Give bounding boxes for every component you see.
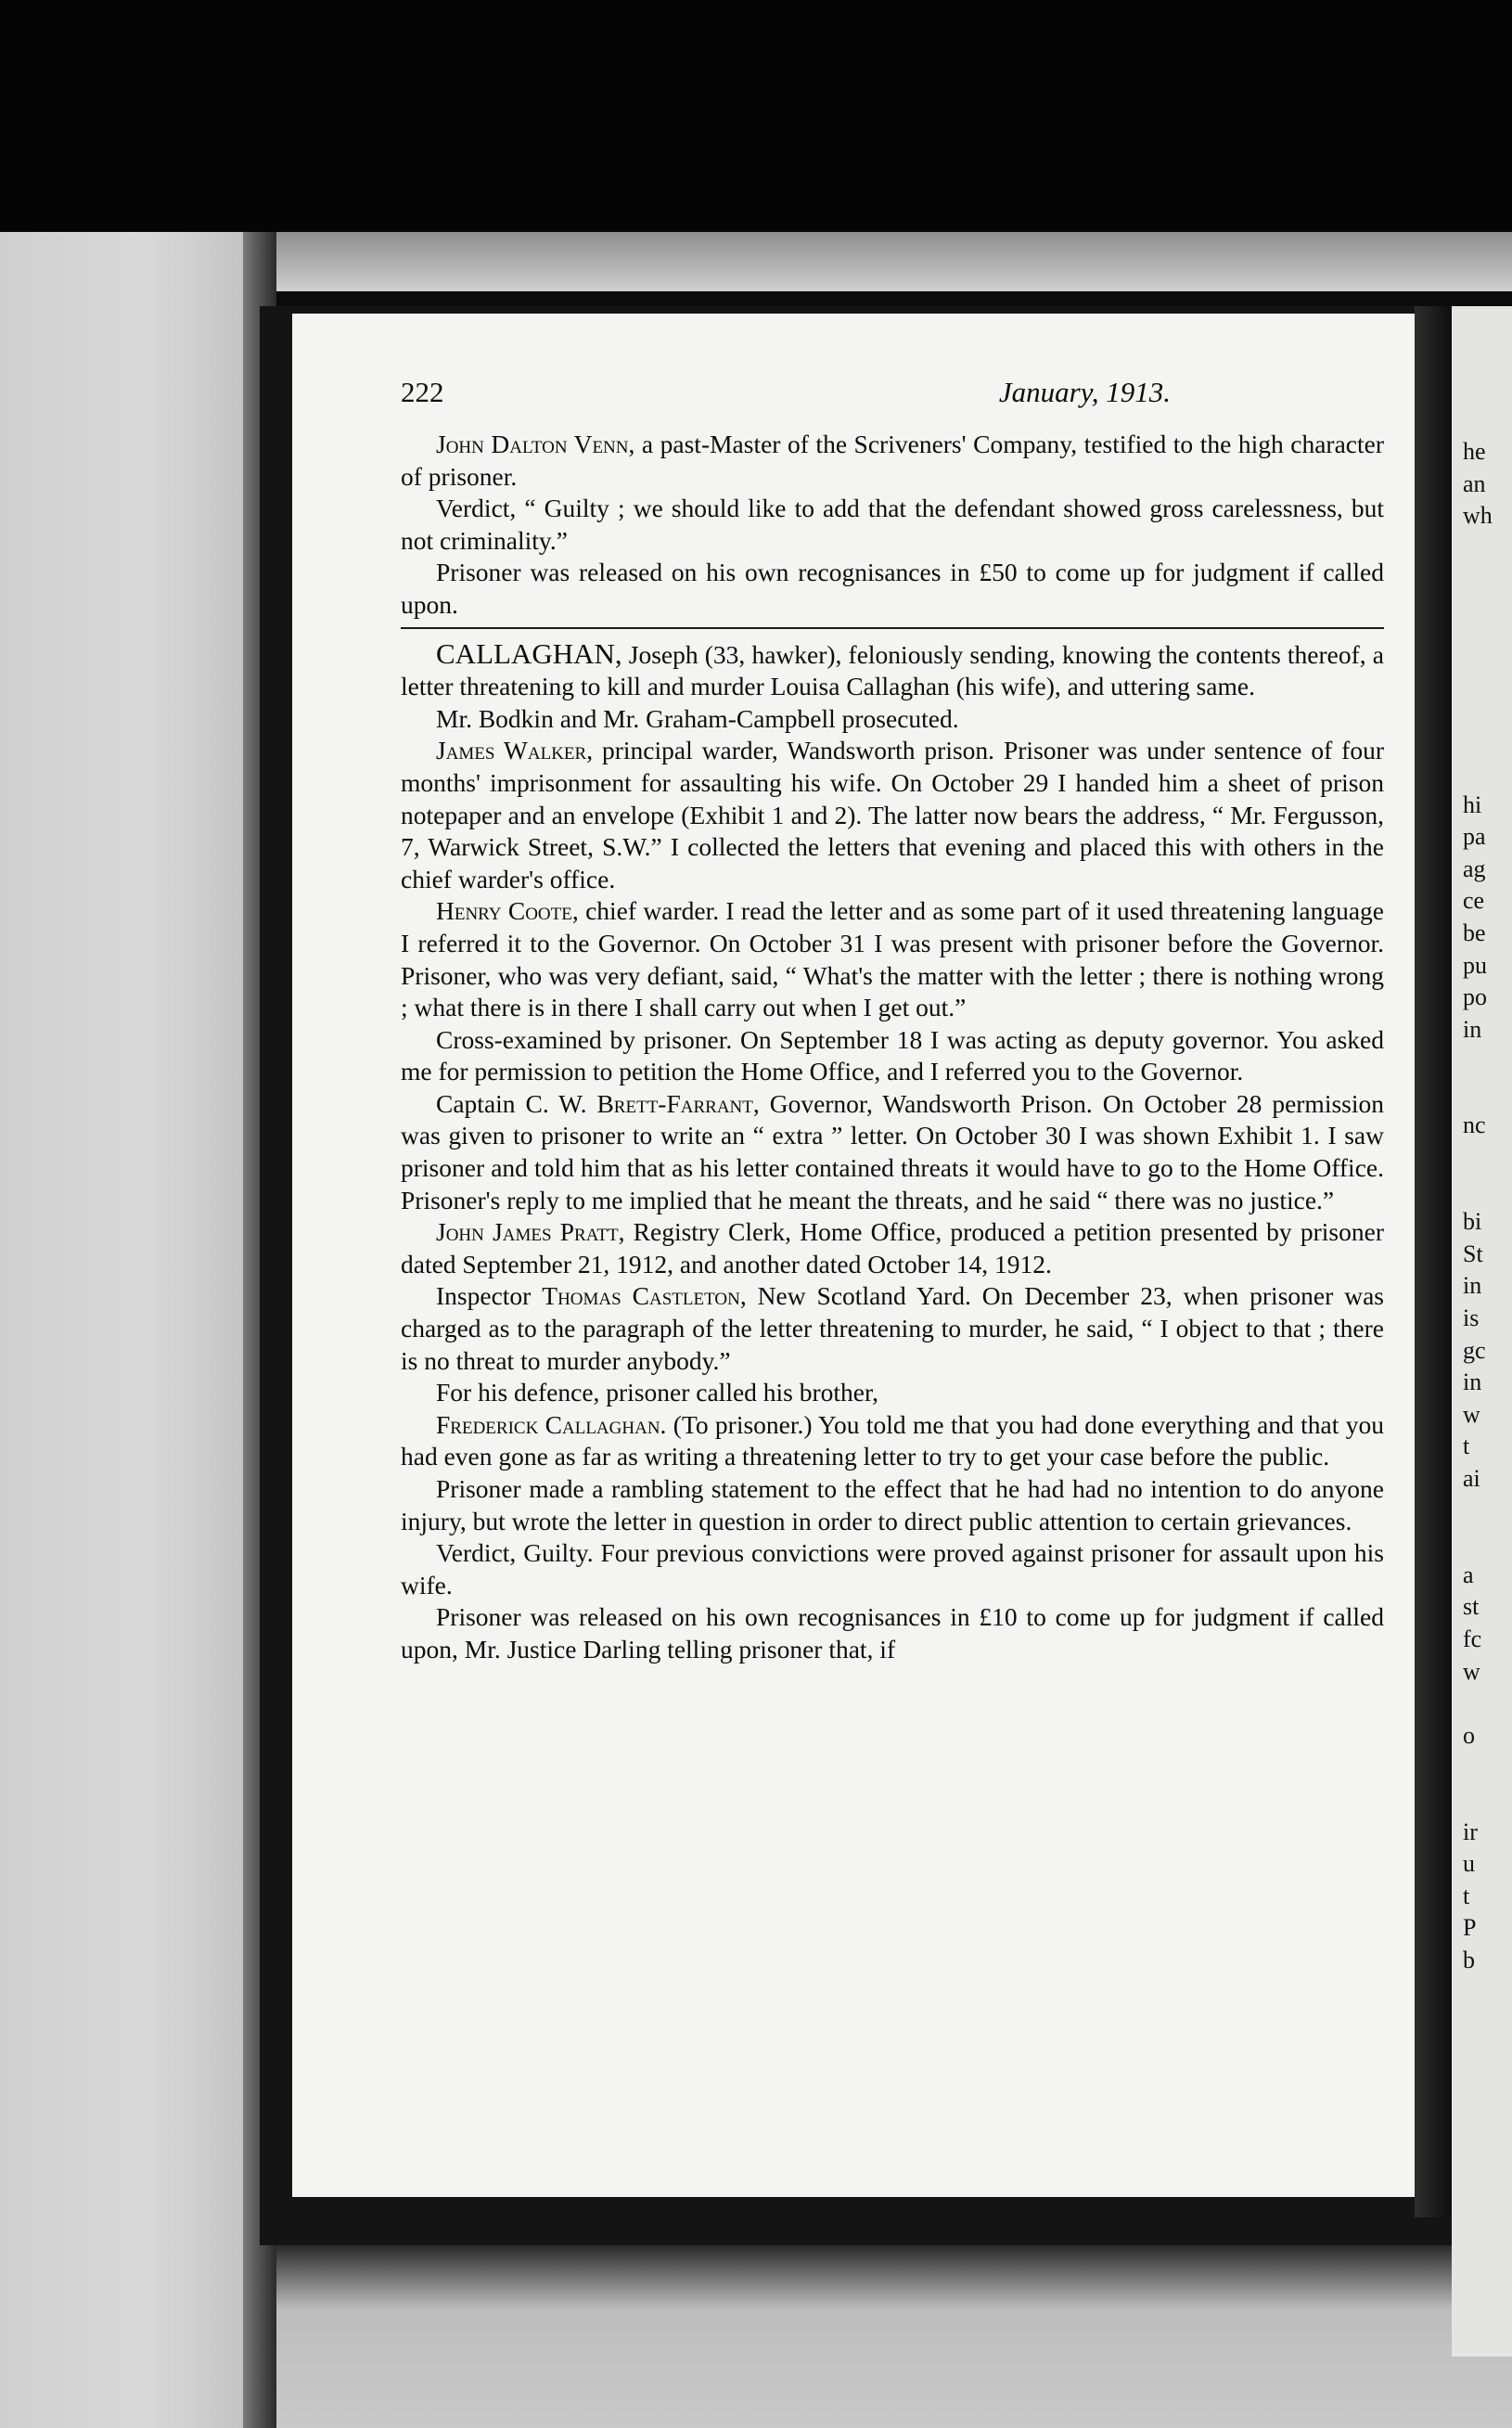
facing-page-fragment bbox=[1452, 1175, 1512, 1207]
facing-page-fragment: in bbox=[1463, 1368, 1482, 1396]
facing-page-fragment: ag bbox=[1463, 854, 1486, 882]
page-content bbox=[401, 377, 1384, 1666]
facing-page-fragment bbox=[1452, 1142, 1512, 1175]
witness-name: Frederick Callaghan bbox=[436, 1409, 660, 1439]
paragraph-pratt bbox=[401, 1216, 1384, 1280]
witness-name: John James Pratt bbox=[436, 1217, 619, 1247]
paragraph-brett-farrant bbox=[401, 1088, 1384, 1216]
facing-page-fragment bbox=[1452, 661, 1512, 693]
scan-top-strip bbox=[276, 232, 1512, 291]
facing-page-fragment bbox=[1452, 1784, 1512, 1817]
facing-page-fragment: b bbox=[1463, 1946, 1475, 1973]
paragraph-statement: Prisoner made a rambling statement to the effect that he had had no intention to do anyone injury, but wrote the letter in question in order to direct public attention to certain grievances. bbox=[401, 1474, 1384, 1535]
paragraph-text: , chief warder. I read the letter and as some part of it used threatening language I referred it to the Governor. On October 31 I was present with prisoner before the Governor. Prisoner, who was very defiant, said, “ What's the matter with the letter ; there is nothing wrong ; what there is in there I shall carry out when I get out.” bbox=[401, 896, 1385, 1022]
facing-page-fragment: w bbox=[1463, 1400, 1480, 1428]
paragraph-released: Prisoner was released on his own recognisances in £50 to come up for judgment if called upon. bbox=[401, 558, 1384, 619]
facing-page-fragment: in bbox=[1463, 1015, 1482, 1043]
facing-page-fragment: P bbox=[1463, 1914, 1477, 1942]
facing-page-fragment bbox=[1452, 597, 1512, 629]
facing-page-fragment: ce bbox=[1463, 887, 1485, 915]
witness-name: John Dalton Venn bbox=[436, 430, 629, 458]
witness-name: Brett-Farrant bbox=[596, 1088, 753, 1118]
case-divider bbox=[401, 627, 1384, 629]
witness-name: James Walker bbox=[436, 736, 587, 765]
facing-page-fragment bbox=[1452, 693, 1512, 726]
paragraph-text: , a past-Master of the Scriveners' Company, testified to the high character of prisoner. bbox=[401, 430, 1384, 491]
facing-page-fragment: hi bbox=[1463, 790, 1482, 818]
facing-page-fragment: fc bbox=[1463, 1625, 1482, 1652]
facing-page-fragment bbox=[1452, 533, 1512, 565]
facing-page-fragment: o bbox=[1463, 1721, 1475, 1749]
facing-page-edge bbox=[1452, 306, 1512, 2357]
facing-page-fragment: pa bbox=[1463, 823, 1486, 851]
charge-text: Joseph (33, hawker), feloniously sending, knowing the contents thereof, a letter threatening to kill and murder Louisa Callaghan (his wife), and uttering same. bbox=[401, 639, 1384, 701]
facing-page-fragment bbox=[1452, 725, 1512, 757]
facing-page-fragment: nc bbox=[1463, 1111, 1486, 1139]
paragraph-text: , Registry Clerk, Home Office, produced a petition presented by prisoner dated September 21, 1912, and another dated October 14, 1912. bbox=[401, 1217, 1384, 1278]
facing-page-fragment: ai bbox=[1463, 1465, 1480, 1492]
paragraph-defence: For his defence, prisoner called his brother, bbox=[436, 1378, 878, 1407]
facing-page-fragment: w bbox=[1463, 1657, 1480, 1685]
paragraph-text: , New Scotland Yard. On December 23, when prisoner was charged as to the paragraph of the letter threatening to murder, he said, “ I object to that ; there is no threat to murder anybody.” bbox=[401, 1281, 1384, 1375]
facing-page-fragment bbox=[1452, 1078, 1512, 1111]
paragraph-venn bbox=[401, 429, 1384, 493]
facing-page-fragment: ir bbox=[1463, 1818, 1478, 1845]
binding-gutter bbox=[1415, 306, 1452, 2217]
paragraph-frederick bbox=[401, 1409, 1384, 1473]
facing-page-fragment bbox=[1452, 1527, 1512, 1560]
facing-page-fragment: bi bbox=[1463, 1208, 1482, 1236]
paragraph-cross-examined: Cross-examined by prisoner. On September 18 I was acting as deputy governor. You asked me for permission to petition the Home Office, and I referred you to the Governor. bbox=[401, 1024, 1384, 1086]
scan-top-band bbox=[0, 0, 1512, 239]
facing-page-fragment: wh bbox=[1463, 502, 1493, 530]
running-header bbox=[401, 377, 1384, 429]
facing-page-fragment bbox=[1452, 629, 1512, 662]
paragraph-verdict-guilty: Verdict, Guilty. Four previous convictions were proved against prisoner for assault upon his wife. bbox=[401, 1538, 1384, 1599]
case-heading bbox=[401, 638, 1384, 703]
witness-name: Thomas Castleton bbox=[542, 1281, 740, 1311]
facing-page-fragment bbox=[1452, 564, 1512, 597]
scan-bottom-region bbox=[276, 2245, 1512, 2428]
witness-name: Henry Coote bbox=[436, 896, 572, 926]
witness-title: Inspector bbox=[436, 1281, 543, 1311]
facing-page-fragment: a bbox=[1463, 1561, 1474, 1588]
witness-title: Captain C. W. bbox=[436, 1088, 597, 1118]
defendant-name: CALLAGHAN, bbox=[436, 636, 622, 670]
header-date: January, 1913. bbox=[998, 376, 1171, 408]
facing-page-fragment: pu bbox=[1463, 951, 1487, 979]
facing-page-fragment: be bbox=[1463, 919, 1486, 946]
facing-page-fragment: u bbox=[1463, 1850, 1475, 1878]
facing-page-fragment bbox=[1452, 1496, 1512, 1528]
paragraph-prosecution: Mr. Bodkin and Mr. Graham-Campbell prosecuted. bbox=[436, 703, 959, 733]
paragraph-verdict: Verdict, “ Guilty ; we should like to add that the defendant showed gross carelessness, but not criminality.” bbox=[401, 494, 1384, 555]
facing-page-fragment bbox=[1452, 1752, 1512, 1784]
facing-page-fragment: po bbox=[1463, 983, 1487, 1011]
facing-page-fragment: t bbox=[1463, 1432, 1470, 1460]
facing-page-fragment: t bbox=[1463, 1882, 1470, 1909]
paragraph-castleton bbox=[401, 1280, 1384, 1377]
facing-page-fragment bbox=[1452, 1046, 1512, 1078]
facing-page-fragment bbox=[1452, 1688, 1512, 1720]
facing-page-fragment: gc bbox=[1463, 1336, 1486, 1364]
paragraph-text: , principal warder, Wandsworth prison. Prisoner was under sentence of four months' imprisonment for assaulting his wife. On October 29 I handed him a sheet of prison notepaper and an envelope (Exhibit 1 and 2). The latter now bears the address, “ Mr. Fergusson, 7, Warwick Street, S.W.” I collected the letters that evening and placed this with others in the chief warder's office. bbox=[401, 736, 1384, 893]
paragraph-coote bbox=[401, 895, 1384, 1023]
facing-page-fragment: he bbox=[1463, 438, 1486, 465]
paragraph-text: . (To prisoner.) You told me that you had done everything and that you had even gone as far as writing a threatening letter to try to get your case before the public. bbox=[401, 1409, 1384, 1471]
facing-page-fragment: in bbox=[1463, 1272, 1482, 1300]
facing-page-fragment: St bbox=[1463, 1240, 1483, 1267]
scan-left-margin bbox=[0, 232, 243, 2428]
paragraph-released-final: Prisoner was released on his own recognisances in £10 to come up for judgment if called upon, Mr. Justice Darling telling prisoner that, if bbox=[401, 1602, 1384, 1664]
paragraph-walker bbox=[401, 735, 1384, 895]
facing-page-fragment bbox=[1452, 757, 1512, 790]
paragraph-text: , Governor, Wandsworth Prison. On October 28 permission was given to prisoner to write an “ extra ” letter. On October 30 I was shown Exhibit 1. I saw prisoner and told him that as his letter contained threats it would have to go to the Home Office. Prisoner's reply to me implied that he meant the threats, and he said “ there was no justice.” bbox=[401, 1088, 1385, 1214]
page-number: 222 bbox=[401, 376, 444, 408]
facing-page-fragment: an bbox=[1463, 469, 1486, 497]
facing-page-fragment: st bbox=[1463, 1593, 1480, 1621]
facing-page-fragment: is bbox=[1463, 1304, 1480, 1332]
document-page bbox=[292, 314, 1415, 2197]
